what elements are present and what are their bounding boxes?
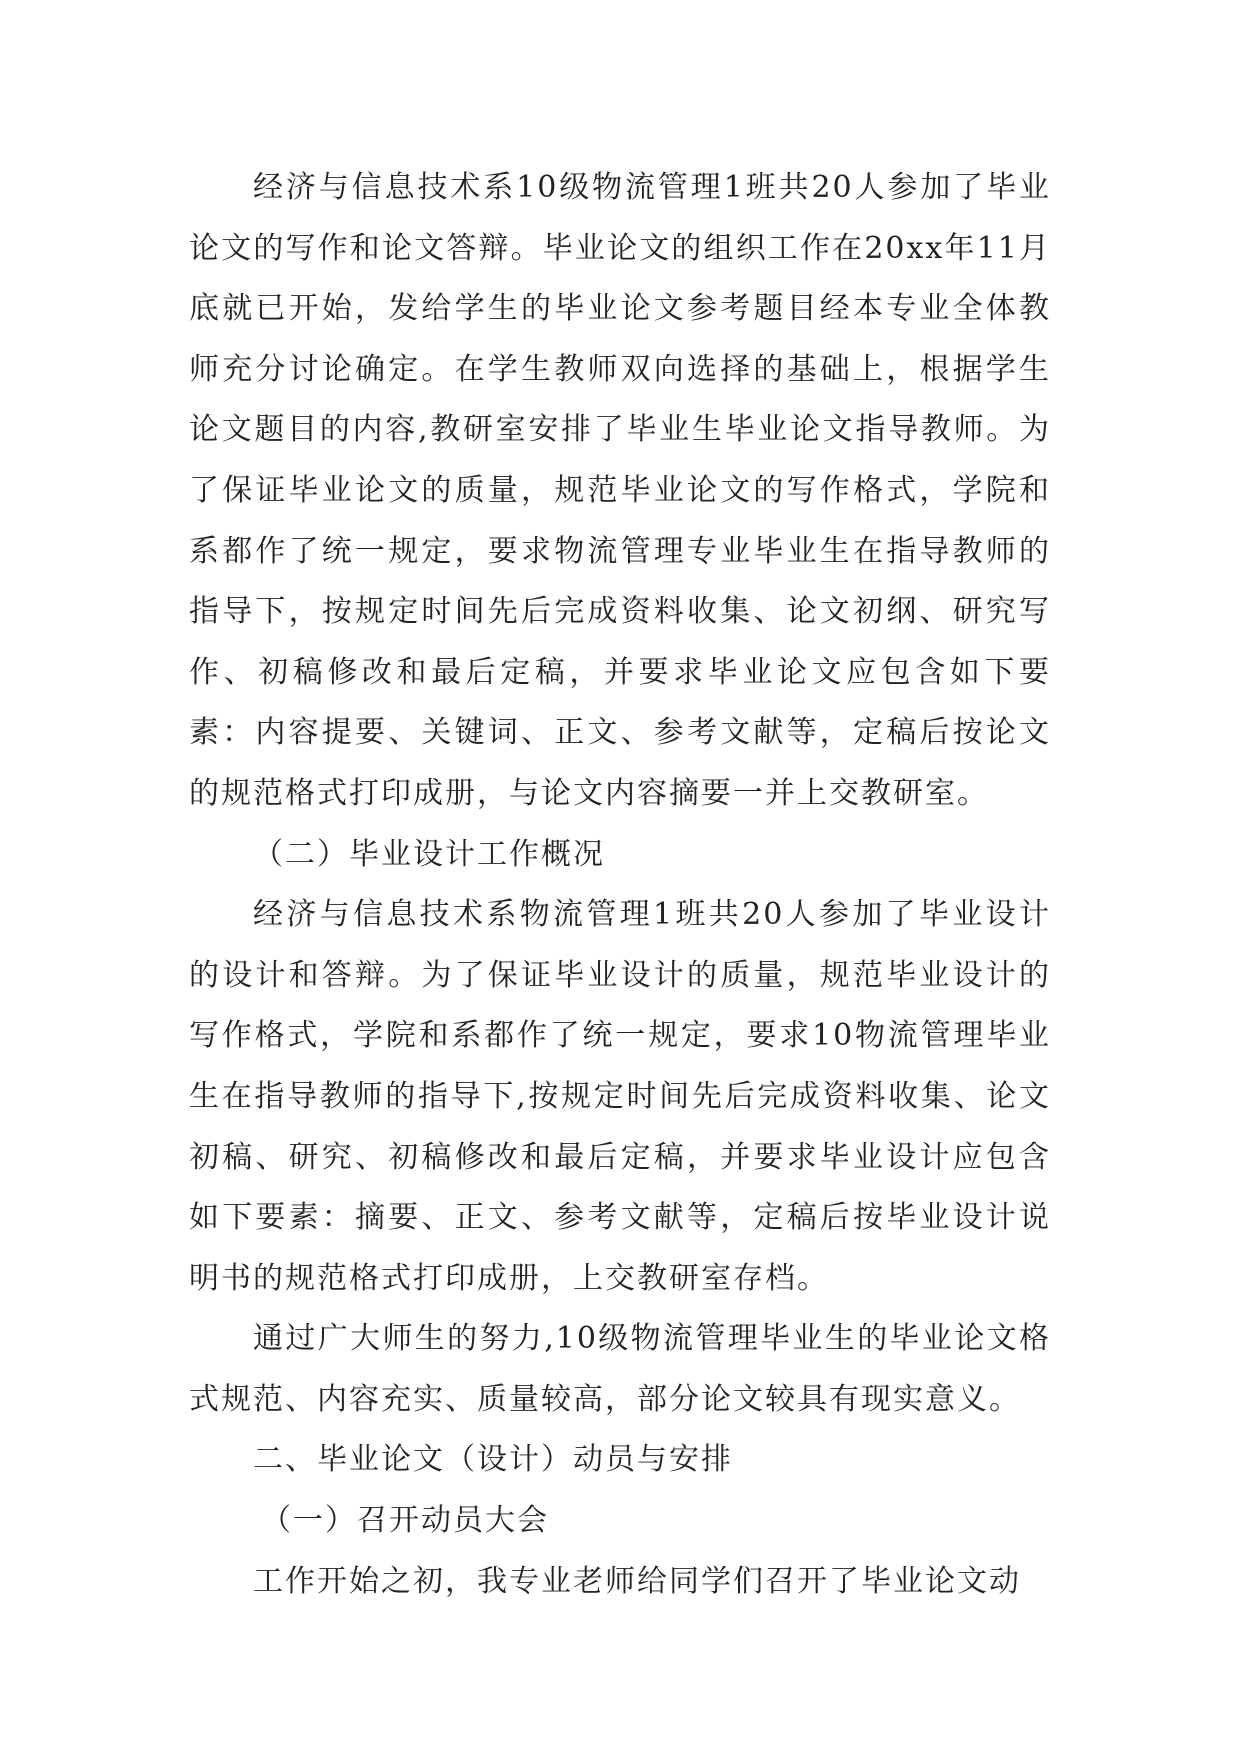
section-heading-mobilization: 二、毕业论文（设计）动员与安排 [253,1442,733,1478]
section-heading-kickoff-meeting: （一）召开动员大会 [261,1503,549,1539]
document-body [189,158,1051,1612]
paragraph-design-overview: 经济与信息技术系物流管理1班共20人参加了毕业设计的设计和答辩。为了保证毕业设计的质量，规范毕业设计的写作格式，学院和系都作了统一规定，要求10物流管理毕业生在指导教师的指导下,按规定时间先后完成资料收集、论文初稿、研究、初稿修改和最后定稿，并要求毕业设计应包含如下要素：摘要、正文、参考文献等，定稿后按毕业设计说明书的规范格式打印成册，上交教研室存档。 [189,897,1051,1296]
section-heading-design-overview: （二）毕业设计工作概况 [253,836,605,872]
paragraph-kickoff-meeting: 工作开始之初，我专业老师给同学们召开了毕业论文动 [253,1563,1021,1599]
paragraph-thesis-overview: 经济与信息技术系10级物流管理1班共20人参加了毕业论文的写作和论文答辩。毕业论文的组织工作在20xx年11月底就已开始，发给学生的毕业论文参考题目经本专业全体教师充分讨论确定。在学生教师双向选择的基础上，根据学生论文题目的内容,教研室安排了毕业生毕业论文指导教师。为了保证毕业论文的质量，规范毕业论文的写作格式，学院和系都作了统一规定，要求物流管理专业毕业生在指导教师的指导下，按规定时间先后完成资料收集、论文初纲、研究写作、初稿修改和最后定稿，并要求毕业论文应包含如下要素：内容提要、关键词、正文、参考文献等，定稿后按论文的规范格式打印成册，与论文内容摘要一并上交教研室。 [189,170,1051,811]
paragraph-results-summary: 通过广大师生的努力,10级物流管理毕业生的毕业论文格式规范、内容充实、质量较高，部分论文较具有现实意义。 [189,1321,1051,1417]
